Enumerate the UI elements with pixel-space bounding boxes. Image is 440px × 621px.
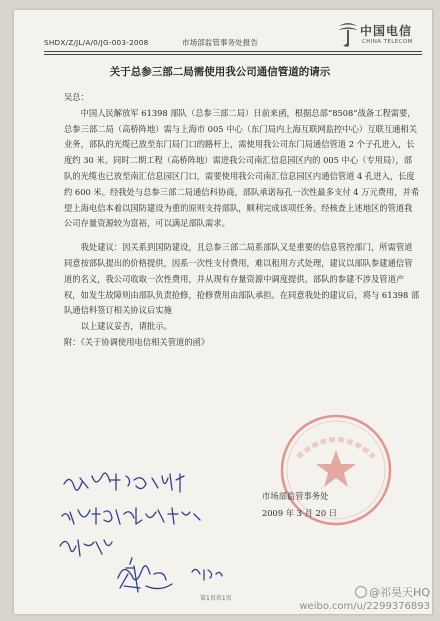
attachment-line: 附：《关于协调使用电信相关管道的函》 <box>64 336 210 347</box>
header-rule <box>44 51 422 52</box>
salutation: 吴总： <box>64 92 89 102</box>
watermark-url: weibo.com/u/2299376893 <box>299 601 430 612</box>
china-telecom-logo <box>336 18 426 52</box>
paragraph-request: 中国人民解放军 61398 部队（总参三部二局）日前来函，根据总部“8508”战备工程需要，总参三部二局（高桥阵地）需与上海市 005 中心（东门局内上海互联网监控中心）互联互通相关业务，部队的光缆已放至东门局门口的路杆上，需使用我公司东门局通信管道 2 个子孔进入，长度约 30 米。同时二期工程（高桥阵地）需进我公司南汇信息园区内的 005 中心（专用局），部队的光缆也已放至南汇信息园区门口，需要使用我公司南汇信息园区内通信管道 4 孔进入，长度约 600 米。经我处与总参三部二局通信科协商，部队承诺每孔一次性最多支付 4 万元费用，并希望上海电信本着以国防建设为重的原则支持部队，顺利完成该项任务。经核查上述地区的管道我公司存量资源较为富裕，可以满足部队需求。 <box>64 107 420 229</box>
paragraph-recommendation: 我处建议：因关系到国防建设，且总参三部二局系部队又是重要的信息管控部门，所需管道同意按部队提出的价格提供，因系一次性支付费用，难以租用方式处理，建议以部队参建通信管道的名义，我公司收取一次性费用，并从现有存量资源中调度提供。部队的参建不涉及管道产权，如发生故障则由部队负责抢修，抢修费用由部队承担。在同意我处的建议后，将与 61398 部队通信科签订相关协议后实施 <box>64 242 420 316</box>
department-header: 市场部监管事务处报告 <box>182 38 258 47</box>
document-body <box>64 90 420 351</box>
handwritten-annotations <box>58 470 258 600</box>
closing-line: 以上建议妥否，请批示。 <box>80 321 172 332</box>
telecom-logo-icon <box>336 20 360 50</box>
doc-code: SHDX/Z/JL/A/0/JG-003-2008 <box>44 38 149 47</box>
weibo-icon <box>355 586 367 598</box>
page-number: 第1页共1页 <box>200 595 232 602</box>
watermark-handle: @祁昊天HQ <box>299 584 430 600</box>
signature-department: 市场部监管事务处 <box>262 491 329 501</box>
weibo-watermark <box>299 584 430 612</box>
signature-date: 2009 年 3 月 20 日 <box>262 508 338 518</box>
document-title: 关于总参三部二局需使用我公司通信管道的请示 <box>109 66 331 78</box>
logo-english-text: CHINA TELECOM <box>362 39 413 45</box>
logo-chinese-text: 中国电信 <box>360 24 413 38</box>
header-rule-2 <box>44 54 422 55</box>
